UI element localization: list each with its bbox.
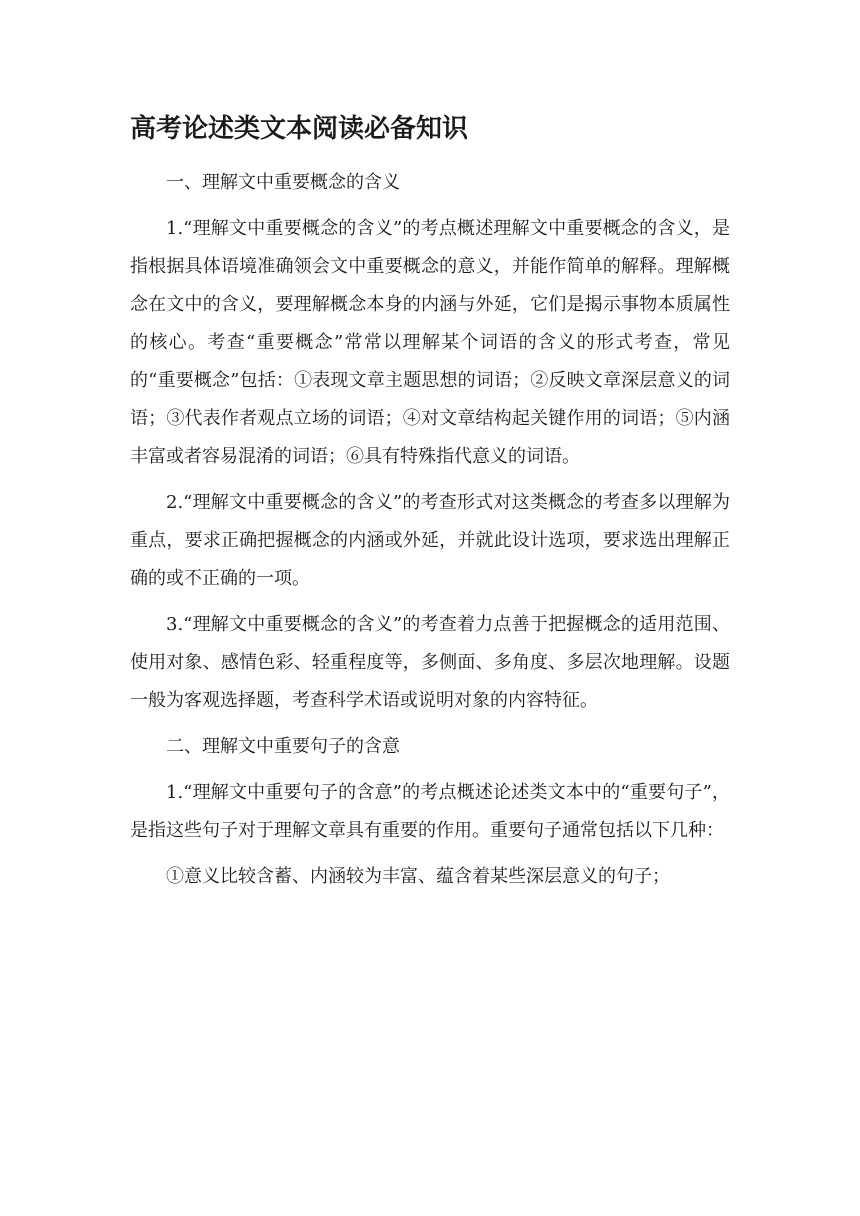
paragraph: 1.“理解文中重要概念的含义”的考点概述理解文中重要概念的含义，是指根据具体语境准确领会文中重要概念的意义，并能作简单的解释。理解概念在文中的含义，要理解概念本身的内涵与外延，它们是揭示事物本质属性的核心。考查“重要概念”常常以理解某个词语的含义的形式考查，常见的“重要概念”包括：①表现文章主题思想的词语；②反映文章深层意义的词语；③代表作者观点立场的词语；④对文章结构起关键作用的词语；⑤内涵丰富或者容易混淆的词语；⑥具有特殊指代意义的词语。 xyxy=(130,218,730,467)
section-heading-2: 二、理解文中重要句子的含意 xyxy=(166,736,400,757)
document-body xyxy=(130,164,730,904)
paragraph: ①意义比较含蓄、内涵较为丰富、蕴含着某些深层意义的句子； xyxy=(166,866,670,887)
paragraph: 2.“理解文中重要概念的含义”的考查形式对这类概念的考查多以理解为重点，要求正确把握概念的内涵或外延，并就此设计选项，要求选出理解正确的或不正确的一项。 xyxy=(130,492,730,589)
paragraph: 1.“理解文中重要句子的含意”的考点概述论述类文本中的“重要句子”，是指这些句子对于理解文章具有重要的作用。重要句子通常包括以下几种： xyxy=(130,782,730,841)
section-heading-1: 一、理解文中重要概念的含义 xyxy=(166,172,400,193)
document-title: 高考论述类文本阅读必备知识 xyxy=(130,114,469,144)
paragraph: 3.“理解文中重要概念的含义”的考查着力点善于把握概念的适用范围、使用对象、感情色彩、轻重程度等，多侧面、多角度、多层次地理解。设题一般为客观选择题，考查科学术语或说明对象的内容特征。 xyxy=(130,614,730,711)
